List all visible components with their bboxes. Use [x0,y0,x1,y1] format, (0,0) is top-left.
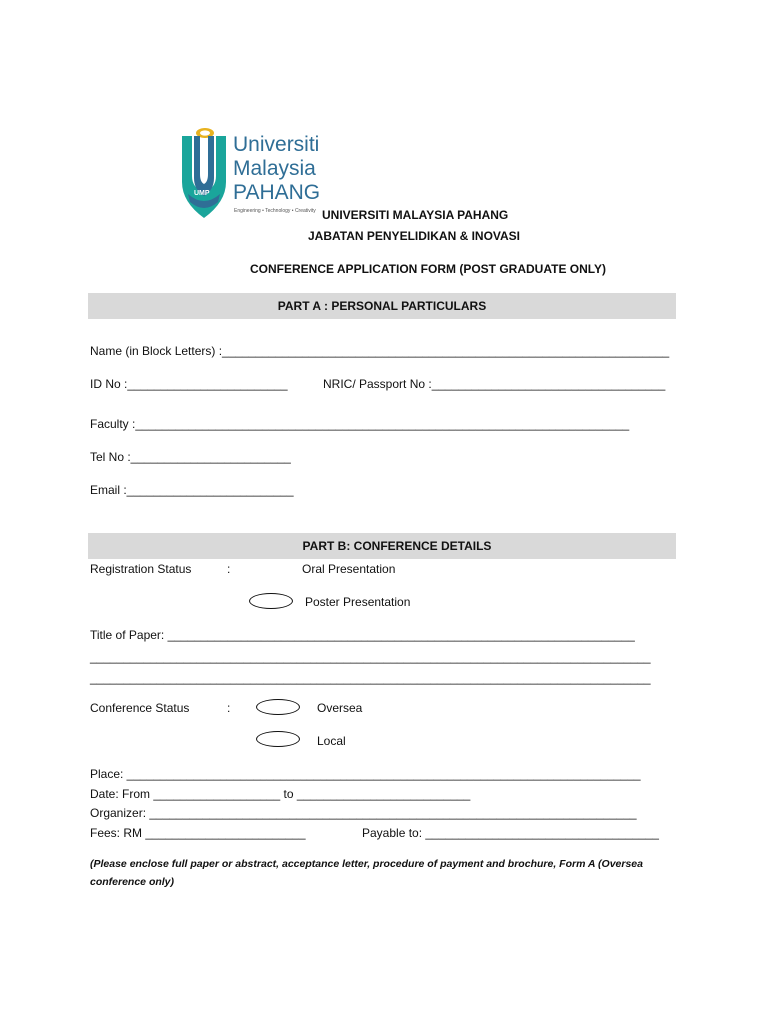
registration-status-label: Registration Status [90,562,192,576]
part-b-heading: PART B: CONFERENCE DETAILS [302,539,492,553]
department-name: JABATAN PENYELIDIKAN & INOVASI [308,229,521,243]
form-title: CONFERENCE APPLICATION FORM (POST GRADUATE ONLY) [250,262,607,276]
local-label: Local [317,734,346,748]
logo-word-pahang: PAHANG [233,181,321,204]
oral-presentation-label: Oral Presentation [302,562,396,576]
organizer-field[interactable]: Organizer: _________________________________________________________________________ [90,806,637,820]
payable-to-field[interactable]: Payable to: ___________________________________ [362,826,659,840]
part-a-heading-bar [88,293,676,319]
oversea-radio[interactable] [256,699,300,715]
title-of-paper-field[interactable]: Title of Paper: ______________________________________________________________________ [90,628,635,642]
fees-field[interactable]: Fees: RM ________________________ [90,826,306,840]
registration-status-colon: : [227,562,231,576]
faculty-field[interactable]: Faculty :__________________________________________________________________________ [90,417,630,431]
nric-passport-field[interactable]: NRIC/ Passport No :___________________________________ [323,377,666,391]
tel-no-field[interactable]: Tel No :________________________ [90,450,291,464]
ump-shield-icon [180,124,228,220]
logo-tagline: Engineering • Technology • Creativity [234,208,316,214]
logo-word-malaysia: Malaysia [233,157,316,180]
title-of-paper-line-3[interactable]: ____________________________________________________________________________________ [90,671,651,685]
id-no-field[interactable]: ID No :________________________ [90,377,288,391]
date-field[interactable]: Date: From ___________________ to __________________________ [90,787,471,801]
poster-presentation-label: Poster Presentation [305,595,411,609]
place-field[interactable]: Place: _____________________________________________________________________________ [90,767,641,781]
university-name: UNIVERSITI MALAYSIA PAHANG [322,208,509,222]
enclosure-note: (Please enclose full paper or abstract, acceptance letter, procedure of payment and brochure, Form A (Oversea conference only) [90,858,643,888]
logo-word-universiti: Universiti [233,133,320,156]
title-of-paper-line-2[interactable]: ____________________________________________________________________________________ [90,650,651,664]
ump-badge: UMP [194,190,210,197]
ump-logo [180,124,325,222]
name-field[interactable]: Name (in Block Letters) :___________________________________________________________________ [90,344,670,358]
conference-status-label: Conference Status [90,701,190,715]
local-radio[interactable] [256,731,300,747]
conference-status-colon: : [227,701,231,715]
oversea-label: Oversea [317,701,363,715]
email-field[interactable]: Email :_________________________ [90,483,294,497]
poster-presentation-radio[interactable] [249,593,293,609]
part-b-heading-bar [88,533,676,559]
part-a-heading: PART A : PERSONAL PARTICULARS [277,299,487,313]
